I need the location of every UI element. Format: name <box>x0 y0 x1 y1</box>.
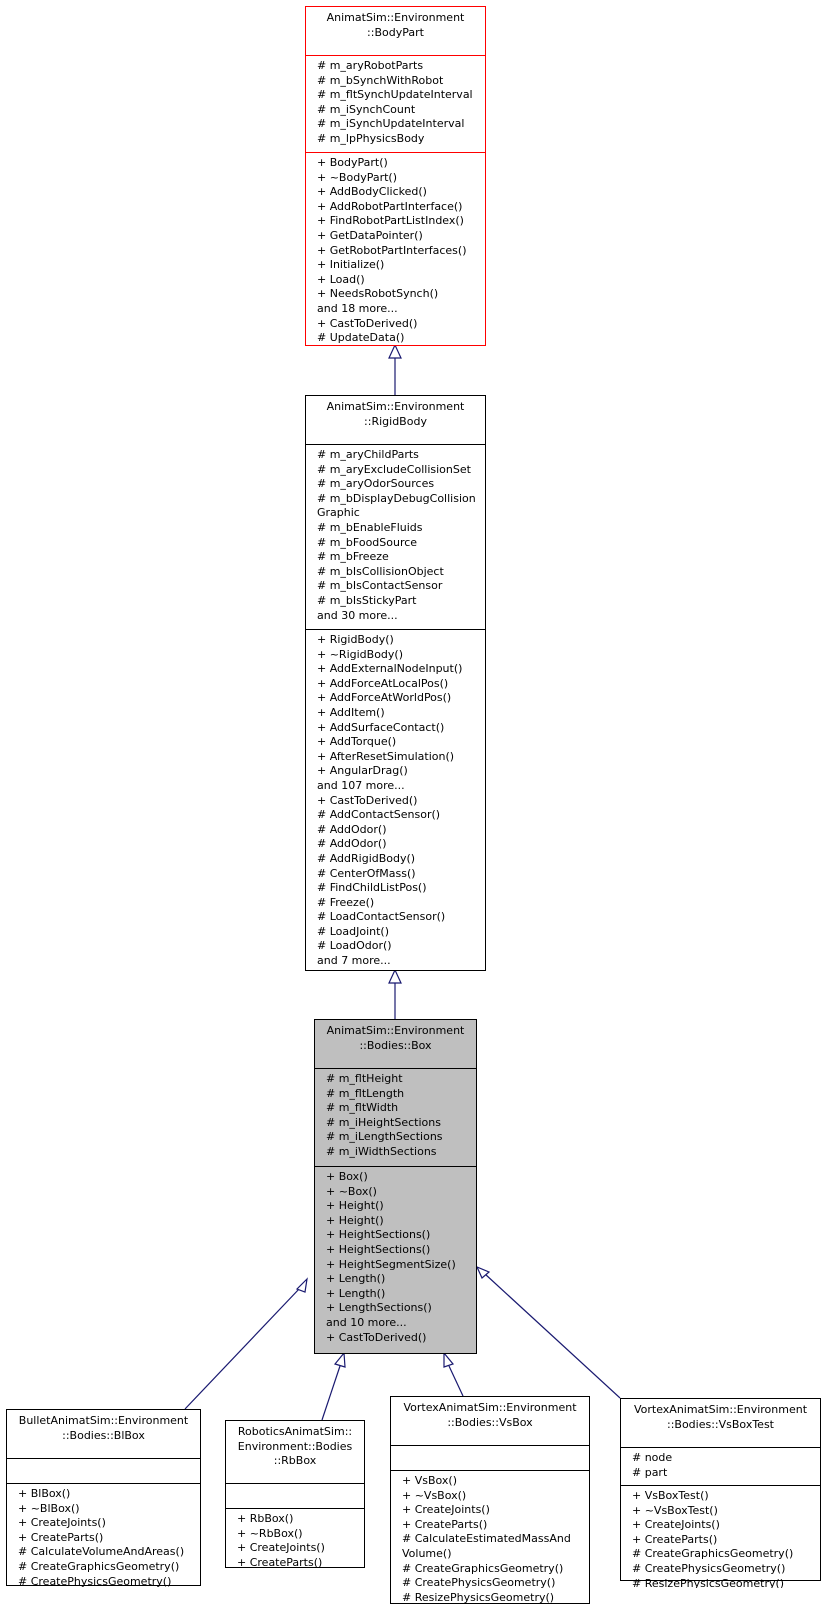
attribute: # m_bIsStickyPart <box>317 593 417 607</box>
attribute: # m_aryChildParts <box>317 448 419 461</box>
class-blbox[interactable] <box>6 1409 201 1586</box>
class-title: AnimatSim::Environment ::Bodies::Box <box>326 1024 465 1052</box>
method: + Height() <box>326 1199 384 1213</box>
method: + AddForceAtWorldPos() <box>317 691 452 705</box>
method: # LoadJoint() <box>317 924 389 938</box>
method: + ~RbBox() <box>237 1526 303 1540</box>
method: + AddItem() <box>317 705 385 719</box>
more-methods: and 7 more... <box>317 954 391 968</box>
method: + AddBodyClicked() <box>317 185 427 199</box>
attribute: # node <box>632 1451 673 1464</box>
attribute: # m_iSynchUpdateInterval <box>317 117 465 131</box>
method: # CalculateEstimatedMassAnd <box>402 1532 571 1546</box>
attribute: # m_iLengthSections <box>326 1130 443 1144</box>
class-vsbox[interactable] <box>390 1396 590 1604</box>
attribute: # m_bFreeze <box>317 550 389 564</box>
method: # AddContactSensor() <box>317 808 441 822</box>
method: + CastToDerived() <box>317 793 418 807</box>
method: + CreateParts() <box>632 1532 718 1546</box>
method: + RigidBody() <box>317 633 394 646</box>
method: + Length() <box>326 1286 386 1300</box>
method: + GetRobotPartInterfaces() <box>317 243 467 257</box>
class-rigidbody[interactable] <box>305 395 486 971</box>
edge-rbbox-box <box>322 1366 340 1420</box>
method: + AfterResetSimulation() <box>317 749 455 763</box>
method: + CastToDerived() <box>326 1330 427 1344</box>
method: # ResizePhysicsGeometry() <box>402 1590 555 1604</box>
method: # Freeze() <box>317 895 375 909</box>
method: + HeightSegmentSize() <box>326 1257 456 1271</box>
attribute: # m_fltSynchUpdateInterval <box>317 88 473 102</box>
method: + Load() <box>317 272 365 286</box>
methods-section <box>7 1483 200 1593</box>
edge-vsbox-box <box>449 1366 463 1396</box>
arrowhead-box-blbox <box>297 1279 307 1292</box>
attribute: # part <box>632 1465 668 1479</box>
method: # CreatePhysicsGeometry() <box>18 1574 172 1588</box>
method: Volume() <box>402 1546 452 1560</box>
attributes-section <box>306 55 485 152</box>
method: + AddTorque() <box>317 735 397 749</box>
class-title: AnimatSim::Environment ::RigidBody <box>326 400 465 428</box>
method: + FindRobotPartListIndex() <box>317 214 464 228</box>
class-title: AnimatSim::Environment ::BodyPart <box>326 11 465 39</box>
method: # UpdateData() <box>317 331 405 345</box>
method: + VsBox() <box>402 1474 457 1487</box>
method: + BodyPart() <box>317 156 388 169</box>
method: + AddExternalNodeInput() <box>317 662 463 676</box>
method: + ~RigidBody() <box>317 647 404 661</box>
method: # AddOdor() <box>317 837 387 851</box>
class-box[interactable] <box>314 1019 477 1354</box>
class-title: VortexAnimatSim::Environment ::Bodies::VsBox <box>403 1401 577 1429</box>
method: + Length() <box>326 1272 386 1286</box>
attribute: # m_bDisplayDebugCollision <box>317 491 476 505</box>
attribute: # m_bSynchWithRobot <box>317 73 444 87</box>
attribute: # m_iWidthSections <box>326 1144 437 1158</box>
method: + Initialize() <box>317 258 385 272</box>
method: + RbBox() <box>237 1512 294 1525</box>
attribute: # m_bIsCollisionObject <box>317 564 444 578</box>
method: + LengthSections() <box>326 1301 432 1315</box>
method: # AddRigidBody() <box>317 851 416 865</box>
method: + AddForceAtLocalPos() <box>317 676 449 690</box>
attribute: # m_fltHeight <box>326 1072 403 1085</box>
method: + Box() <box>326 1170 368 1183</box>
method: + CreateJoints() <box>18 1516 106 1530</box>
more-attributes: and 30 more... <box>317 608 398 622</box>
method: + CreateParts() <box>237 1555 323 1569</box>
method: + CreateJoints() <box>402 1503 490 1517</box>
method: + CreateJoints() <box>237 1541 325 1555</box>
method: + AngularDrag() <box>317 764 408 778</box>
method: + ~BlBox() <box>18 1501 80 1515</box>
method: # ResizePhysicsGeometry() <box>632 1576 785 1588</box>
method: + CreateJoints() <box>632 1518 720 1532</box>
attribute: # m_bIsContactSensor <box>317 579 443 593</box>
attribute: # m_aryExcludeCollisionSet <box>317 462 471 476</box>
method: + CreateParts() <box>18 1530 104 1544</box>
method: # CenterOfMass() <box>317 866 416 880</box>
attributes-section <box>306 444 485 629</box>
attribute: # m_aryRobotParts <box>317 59 424 72</box>
method: # AddOdor() <box>317 822 387 836</box>
methods-section <box>315 1166 476 1361</box>
more-methods: and 10 more... <box>326 1315 407 1329</box>
attributes-section <box>621 1447 820 1485</box>
method: + ~Box() <box>326 1184 377 1198</box>
method: + CreateParts() <box>402 1517 488 1531</box>
method: + AddSurfaceContact() <box>317 720 445 734</box>
method: # CreatePhysicsGeometry() <box>402 1576 556 1590</box>
attributes-section <box>391 1445 589 1470</box>
class-bodypart[interactable] <box>305 6 486 346</box>
attributes-section <box>315 1068 476 1166</box>
methods-section <box>621 1485 820 1588</box>
method: # LoadContactSensor() <box>317 910 446 924</box>
method: + NeedsRobotSynch() <box>317 287 439 301</box>
method: + ~BodyPart() <box>317 170 397 184</box>
methods-section <box>391 1470 589 1611</box>
method: + BlBox() <box>18 1487 71 1500</box>
edge-blbox-box <box>185 1288 300 1409</box>
method: + ~VsBox() <box>402 1488 467 1502</box>
more-methods: and 107 more... <box>317 778 405 792</box>
attribute: # m_fltWidth <box>326 1101 399 1115</box>
attributes-section <box>226 1483 364 1508</box>
method: # FindChildListPos() <box>317 881 427 895</box>
method: # CreateGraphicsGeometry() <box>18 1559 180 1573</box>
method: # CalculateVolumeAndAreas() <box>18 1545 185 1559</box>
attributes-section <box>7 1458 200 1483</box>
methods-section <box>226 1508 364 1575</box>
attribute: # m_aryOdorSources <box>317 477 435 491</box>
method: + GetDataPointer() <box>317 228 423 242</box>
class-vsboxtest[interactable] <box>620 1398 821 1588</box>
class-title: BulletAnimatSim::Environment ::Bodies::BlBox <box>18 1414 189 1442</box>
method: # CreateGraphicsGeometry() <box>402 1561 564 1575</box>
method: + Height() <box>326 1213 384 1227</box>
class-rbbox[interactable] <box>225 1420 365 1568</box>
method: + VsBoxTest() <box>632 1489 709 1502</box>
more-methods: and 18 more... <box>317 301 398 315</box>
method: # CreatePhysicsGeometry() <box>632 1561 786 1575</box>
edge-vsboxtest-box <box>485 1274 620 1398</box>
class-title: RoboticsAnimatSim:: Environment::Bodies ::RbBox <box>237 1425 353 1468</box>
attribute: # m_iSynchCount <box>317 102 416 116</box>
attribute: # m_fltLength <box>326 1086 405 1100</box>
attribute: # m_bEnableFluids <box>317 520 423 534</box>
attribute: # m_iHeightSections <box>326 1115 441 1129</box>
method: # CreateGraphicsGeometry() <box>632 1547 794 1561</box>
class-title: VortexAnimatSim::Environment ::Bodies::VsBoxTest <box>633 1403 808 1431</box>
attribute: # m_bFoodSource <box>317 535 418 549</box>
attribute: # m_lpPhysicsBody <box>317 131 425 145</box>
attribute: Graphic <box>317 506 360 520</box>
methods-section <box>306 152 485 353</box>
method: # LoadOdor() <box>317 939 392 953</box>
method: + CastToDerived() <box>317 316 418 330</box>
method: + HeightSections() <box>326 1242 431 1256</box>
methods-section <box>306 629 485 978</box>
method: + HeightSections() <box>326 1228 431 1242</box>
method: + AddRobotPartInterface() <box>317 199 463 213</box>
method: + ~VsBoxTest() <box>632 1503 718 1517</box>
